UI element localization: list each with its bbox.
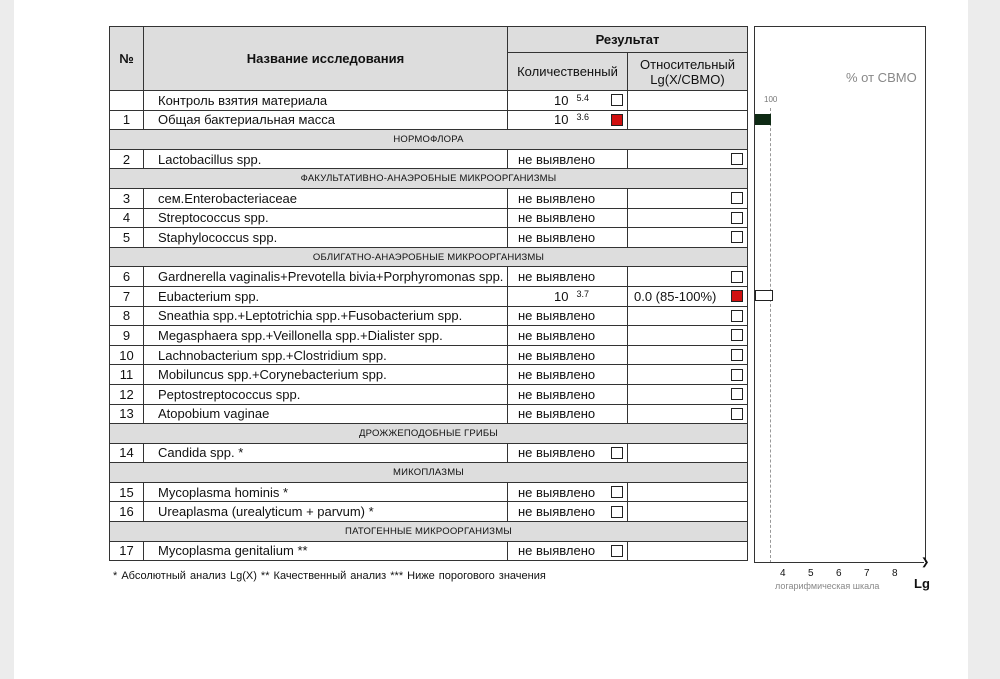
tick-label: 5 [808, 568, 814, 579]
table-row [110, 502, 748, 522]
relative-cell [628, 384, 748, 404]
quant-value: не выявлено [518, 347, 596, 363]
row-number: 1 [110, 110, 144, 130]
relative-cell [628, 326, 748, 346]
section-label: ОБЛИГАТНО-АНАЭРОБНЫЕ МИКРООРГАНИЗМЫ [110, 247, 748, 267]
row-number: 17 [110, 541, 144, 561]
checkbox-icon [731, 329, 743, 341]
quant-value: не выявлено [518, 445, 596, 461]
test-name: Lactobacillus spp. [144, 149, 508, 169]
table-row [110, 306, 748, 326]
quant-cell [508, 443, 628, 463]
scale-title: % от СВМО [846, 70, 917, 85]
row-number: 6 [110, 267, 144, 287]
quant-base: 10 [554, 112, 569, 128]
test-name: Megasphaera spp.+Veillonella spp.+Dialister spp. [144, 326, 508, 346]
checkbox-icon [611, 94, 623, 106]
test-name: Mycoplasma hominis * [144, 482, 508, 502]
relative-line2: Lg(X/СВМО) [650, 71, 725, 87]
quant-cell [508, 541, 628, 561]
relative-cell [628, 541, 748, 561]
col-header-num: № [110, 27, 144, 91]
results-table [109, 26, 748, 561]
checkbox-icon [731, 310, 743, 322]
checkbox-icon [731, 153, 743, 165]
relative-cell [628, 188, 748, 208]
col-header-relative [628, 53, 748, 91]
quant-cell [508, 345, 628, 365]
checkbox-icon [611, 486, 623, 498]
quant-cell [508, 306, 628, 326]
test-name: Candida spp. * [144, 443, 508, 463]
col-header-name: Название исследования [144, 27, 508, 91]
quant-value: не выявлено [518, 484, 596, 500]
section-label: МИКОПЛАЗМЫ [110, 463, 748, 483]
quant-value: не выявлено [518, 210, 596, 226]
quant-value: не выявлено [518, 269, 596, 285]
row-number: 3 [110, 188, 144, 208]
row-number: 14 [110, 443, 144, 463]
checkbox-icon [731, 192, 743, 204]
checkbox-icon [731, 349, 743, 361]
table-row [110, 208, 748, 228]
table-row [110, 404, 748, 424]
relative-cell [628, 91, 748, 111]
checkbox-icon [731, 212, 743, 224]
row-number: 5 [110, 228, 144, 248]
test-name: Sneathia spp.+Leptotrichia spp.+Fusobacterium spp. [144, 306, 508, 326]
table-row [110, 365, 748, 385]
results-body [110, 91, 748, 561]
table-row [110, 110, 748, 130]
relative-cell [628, 306, 748, 326]
checkbox-icon [611, 506, 623, 518]
quant-cell [508, 404, 628, 424]
relative-cell [628, 286, 748, 306]
relative-cell [628, 345, 748, 365]
test-name: Eubacterium spp. [144, 286, 508, 306]
relative-cell [628, 228, 748, 248]
tick-label: 8 [892, 568, 898, 579]
checkbox-icon [731, 231, 743, 243]
scale-100-label: 100 [764, 95, 778, 104]
relative-line1: Относительный [640, 56, 735, 72]
test-name: Peptostreptococcus spp. [144, 384, 508, 404]
scale-x-axis [754, 562, 924, 563]
quant-value: не выявлено [518, 504, 596, 520]
row-number: 13 [110, 404, 144, 424]
table-row [110, 326, 748, 346]
quant-cell [508, 91, 628, 111]
relative-cell [628, 208, 748, 228]
quant-value: не выявлено [518, 406, 596, 422]
footnote: * Абсолютный анализ Lg(X) ** Качественный анализ *** Ниже порогового значения [113, 570, 546, 582]
table-row [110, 149, 748, 169]
quant-cell [508, 326, 628, 346]
test-name: Контроль взятия материала [144, 91, 508, 111]
quant-base: 10 [554, 288, 569, 304]
axis-arrow-icon: ❯ [921, 557, 930, 568]
table-row [110, 188, 748, 208]
table-row [110, 482, 748, 502]
red-flag-icon [611, 114, 623, 126]
section-row [110, 424, 748, 444]
quant-base: 10 [554, 92, 569, 108]
test-name: Mycoplasma genitalium ** [144, 541, 508, 561]
relative-cell [628, 110, 748, 130]
quant-value: не выявлено [518, 367, 596, 383]
test-name: Staphylococcus spp. [144, 228, 508, 248]
table-row [110, 267, 748, 287]
relative-cell [628, 267, 748, 287]
section-label: ДРОЖЖЕПОДОБНЫЕ ГРИБЫ [110, 424, 748, 444]
row-number: 10 [110, 345, 144, 365]
axis-label-lg: Lg [914, 576, 930, 591]
scale-caption: логарифмическая шкала [775, 581, 880, 591]
row-number: 15 [110, 482, 144, 502]
section-row [110, 522, 748, 542]
section-row [110, 247, 748, 267]
quant-cell [508, 149, 628, 169]
relative-cell [628, 404, 748, 424]
row-number: 11 [110, 365, 144, 385]
row-number [110, 91, 144, 111]
row-number: 4 [110, 208, 144, 228]
quant-value: не выявлено [518, 190, 596, 206]
quant-cell [508, 208, 628, 228]
test-name: Lachnobacterium spp.+Clostridium spp. [144, 345, 508, 365]
relative-cell [628, 149, 748, 169]
relative-cell [628, 502, 748, 522]
table-row [110, 91, 748, 111]
quant-cell [508, 502, 628, 522]
quant-cell [508, 384, 628, 404]
quant-cell [508, 228, 628, 248]
quant-cell [508, 188, 628, 208]
bacterial-mass-bar [755, 114, 771, 125]
col-header-quantitative: Количественный [508, 53, 628, 91]
scale-reference-line [770, 108, 771, 563]
test-name: Streptococcus spp. [144, 208, 508, 228]
red-flag-icon [731, 290, 743, 302]
relative-cell [628, 482, 748, 502]
quant-value: не выявлено [518, 229, 596, 245]
quant-exponent: 5.4 [576, 92, 589, 103]
quant-value: не выявлено [518, 386, 596, 402]
row-number: 16 [110, 502, 144, 522]
tick-label: 7 [864, 568, 870, 579]
checkbox-icon [731, 369, 743, 381]
checkbox-icon [731, 408, 743, 420]
test-name: Общая бактериальная масса [144, 110, 508, 130]
test-name: Mobiluncus spp.+Corynebacterium spp. [144, 365, 508, 385]
quant-exponent: 3.6 [576, 112, 589, 123]
log-scale-panel [754, 26, 926, 562]
checkbox-icon [731, 388, 743, 400]
relative-cell [628, 443, 748, 463]
section-row [110, 130, 748, 150]
section-label: НОРМОФЛОРА [110, 130, 748, 150]
test-name: Ureaplasma (urealyticum + parvum) * [144, 502, 508, 522]
quant-value: не выявлено [518, 308, 596, 324]
table-row [110, 286, 748, 306]
section-row [110, 463, 748, 483]
section-label: ПАТОГЕННЫЕ МИКРООРГАНИЗМЫ [110, 522, 748, 542]
quant-value: не выявлено [518, 327, 596, 343]
table-row [110, 384, 748, 404]
eubacterium-bar [755, 290, 773, 301]
checkbox-icon [731, 271, 743, 283]
quant-cell [508, 286, 628, 306]
checkbox-icon [611, 447, 623, 459]
tick-label: 4 [780, 568, 786, 579]
row-number: 12 [110, 384, 144, 404]
checkbox-icon [611, 545, 623, 557]
relative-cell [628, 365, 748, 385]
section-row [110, 169, 748, 189]
row-number: 7 [110, 286, 144, 306]
quant-value: не выявлено [518, 543, 596, 559]
relative-value: 0.0 (85-100%) [634, 288, 717, 304]
table-row [110, 541, 748, 561]
table-row [110, 345, 748, 365]
test-name: Gardnerella vaginalis+Prevotella bivia+Porphyromonas spp. [144, 267, 508, 287]
row-number: 2 [110, 149, 144, 169]
row-number: 8 [110, 306, 144, 326]
quant-exponent: 3.7 [576, 288, 589, 299]
row-number: 9 [110, 326, 144, 346]
test-name: Atopobium vaginae [144, 404, 508, 424]
quant-cell [508, 482, 628, 502]
test-name: сем.Enterobacteriaceae [144, 188, 508, 208]
col-header-result: Результат [508, 27, 748, 53]
quant-cell [508, 365, 628, 385]
quant-cell [508, 110, 628, 130]
table-row [110, 228, 748, 248]
table-row [110, 443, 748, 463]
quant-cell [508, 267, 628, 287]
tick-label: 6 [836, 568, 842, 579]
quant-value: не выявлено [518, 151, 596, 167]
section-label: ФАКУЛЬТАТИВНО-АНАЭРОБНЫЕ МИКРООРГАНИЗМЫ [110, 169, 748, 189]
